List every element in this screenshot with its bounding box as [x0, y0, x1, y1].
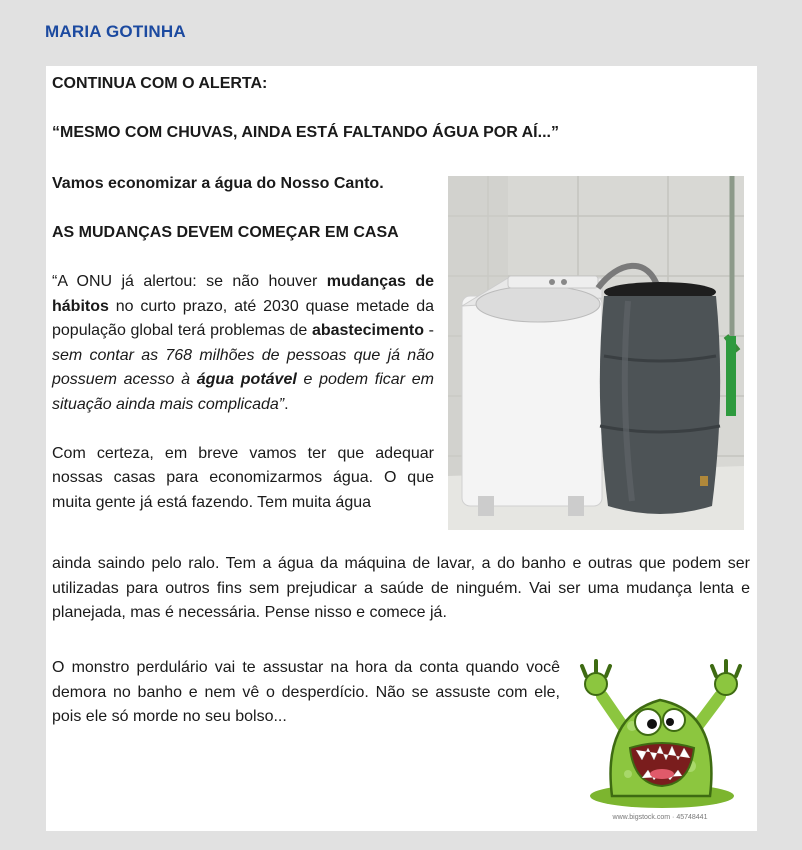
quote-bold-supply: abastecimento — [311, 322, 424, 339]
quote-italic: sem contar as 768 milhões de pessoas que já não possuem acesso à — [52, 346, 434, 388]
quote-text: no curto prazo, até 2030 quase metade da população global terá problemas de — [52, 297, 434, 339]
post-content — [46, 66, 757, 831]
onu-quote-paragraph — [52, 270, 434, 417]
blank-line — [52, 246, 434, 271]
blank-line — [52, 417, 434, 442]
paragraph-monster: O monstro perdulário vai te assustar na hora da conta quando você demora no banho e nem vê o desperdício. Não se assuste com ele, pois ele só morde no seu bolso... — [52, 659, 560, 725]
quote-italic: e podem ficar em situação ainda mais complicada” — [52, 371, 434, 413]
text-column-left — [52, 172, 434, 515]
subtitle-changes: AS MUDANÇAS DEVEM COMEÇAR EM CASA — [52, 224, 399, 241]
paragraph-houses: Com certeza, em breve vamos ter que adequar nossas casas para economizarmos água. O que muita gente já está fazendo. Tem muita água — [52, 444, 434, 511]
subtitle-economize: Vamos economizar a água do Nosso Canto. — [52, 175, 384, 192]
monster-illustration — [572, 656, 748, 824]
image-credit: www.bigstock.com · 45748441 — [612, 814, 708, 821]
washing-machine-barrel-photo — [448, 176, 744, 530]
quote-bold-italic-water: água potável — [196, 371, 297, 388]
paragraph-houses-continued: ainda saindo pelo ralo. Tem a água da máquina de lavar, a do banho e outras que podem ser utilizadas para outros fins sem prejudicar a saúde de ninguém. Vai ser uma mudança lenta e planejada, mas é necessária. Pense nisso e comece já. — [52, 555, 750, 621]
author-name[interactable]: MARIA GOTINHA — [45, 22, 186, 41]
post-heading-quote: “MESMO COM CHUVAS, AINDA ESTÁ FALTANDO ÁGUA POR AÍ...” — [52, 124, 559, 141]
quote-end: . — [284, 395, 289, 413]
post-heading-alert: CONTINUA COM O ALERTA: — [52, 75, 268, 92]
blank-line — [52, 197, 434, 222]
green-monster-image — [572, 656, 748, 824]
quote-text: “A ONU já alertou: se não houver — [52, 273, 327, 290]
quote-bold-habits: mudanças de hábitos — [52, 273, 435, 315]
quote-text: - — [424, 322, 434, 339]
photo-illustration — [448, 176, 744, 530]
